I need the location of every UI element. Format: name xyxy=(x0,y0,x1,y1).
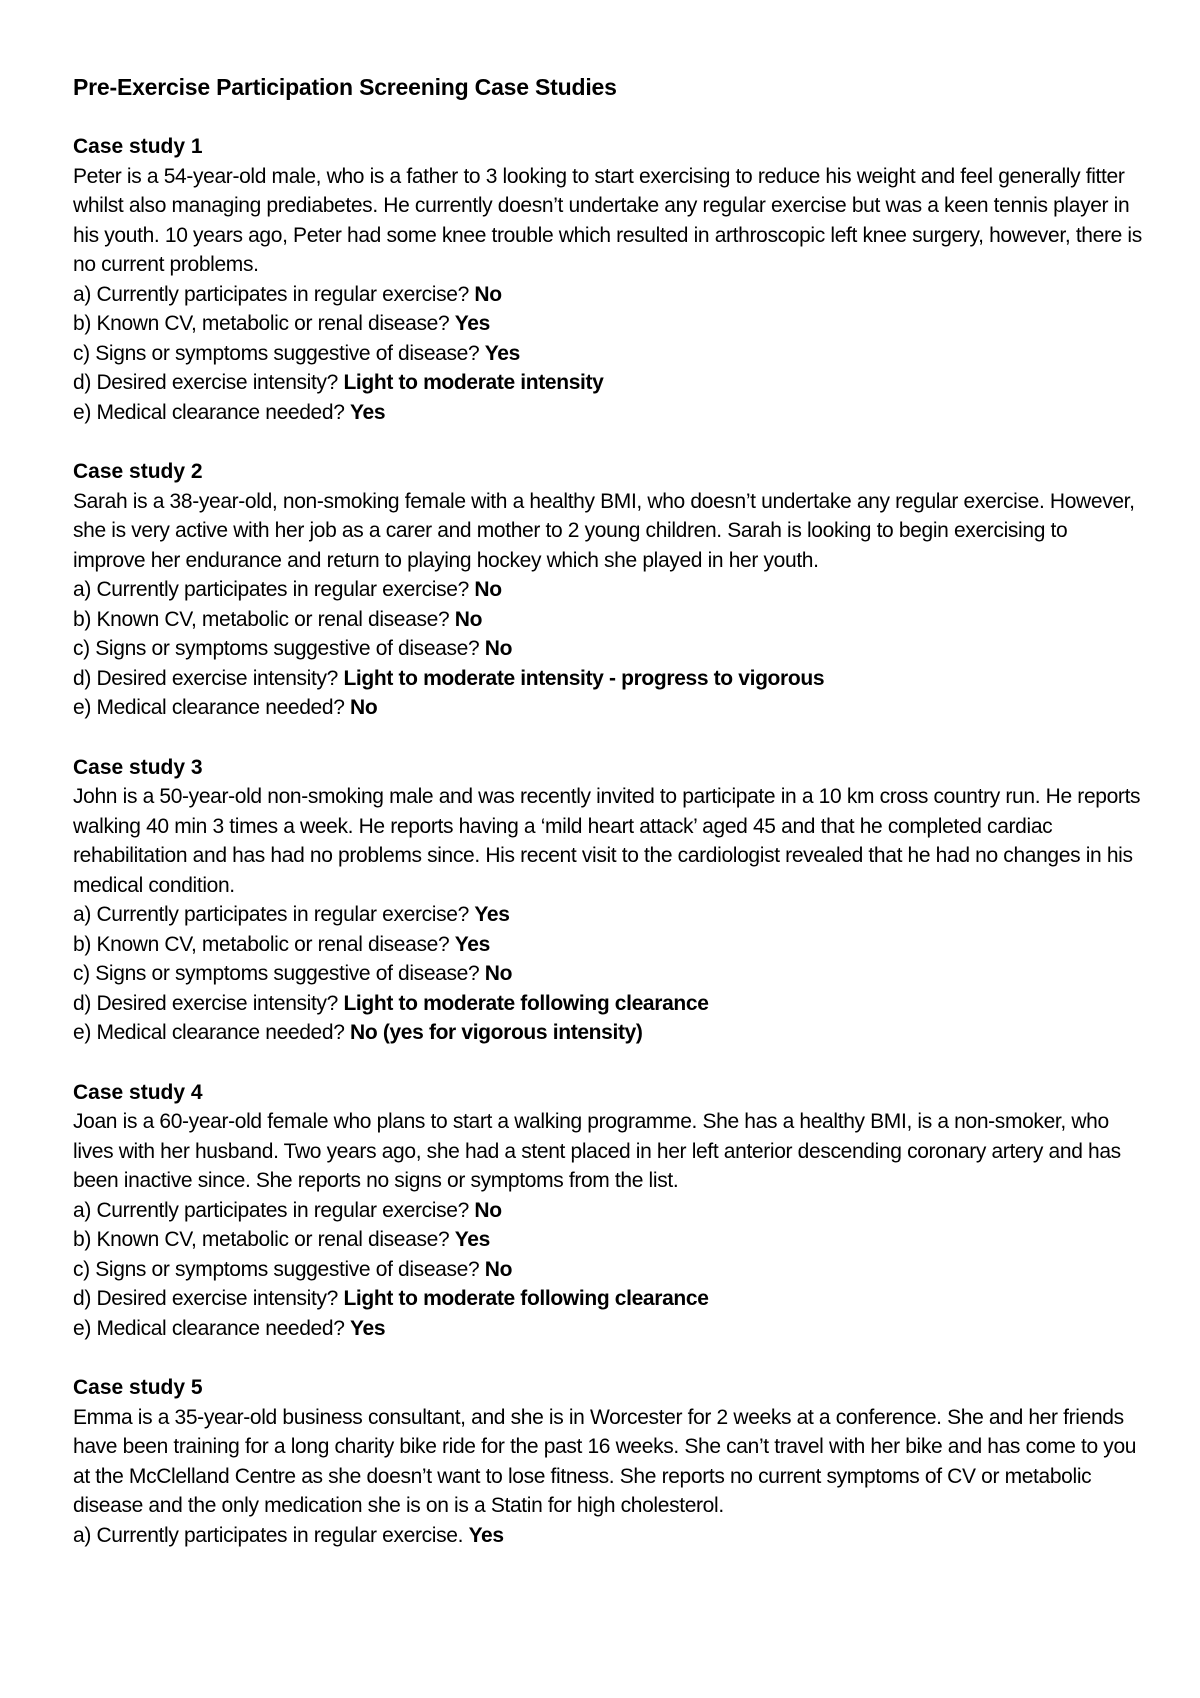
question-row xyxy=(73,398,1143,428)
question-row xyxy=(73,1284,1143,1314)
question-text: d) Desired exercise intensity? xyxy=(73,666,344,690)
question-text: a) Currently participates in regular exercise. xyxy=(73,1523,469,1547)
case-heading: Case study 1 xyxy=(73,135,203,158)
question-text: a) Currently participates in regular exercise? xyxy=(73,903,475,926)
question-row xyxy=(73,1018,1143,1048)
answer-text: Light to moderate following clearance xyxy=(343,1287,709,1310)
question-row xyxy=(73,605,1143,635)
page-title: Pre-Exercise Participation Screening Case Studies xyxy=(73,74,617,100)
question-text: c) Signs or symptoms suggestive of disease? xyxy=(73,962,485,985)
question-text: e) Medical clearance needed? xyxy=(73,696,351,719)
question-row xyxy=(73,930,1143,960)
question-text: a) Currently participates in regular exercise? xyxy=(73,282,475,306)
answer-text: Yes xyxy=(484,341,520,365)
question-text: a) Currently participates in regular exercise? xyxy=(73,1198,475,1222)
question-row xyxy=(73,575,1143,605)
answer-text: No xyxy=(474,282,502,306)
question-row xyxy=(73,280,1143,310)
answer-text: No xyxy=(484,637,513,660)
answer-text: Yes xyxy=(350,1316,386,1340)
case-description: Joan is a 60-year-old female who plans to start a walking programme. She has a healthy BMI, is a non-smoker, who lives with her husband. Two years ago, she had a stent placed in her left anterior descending coronary artery and has been inactive since. She reports no signs or symptoms from the list. xyxy=(73,1110,1121,1192)
document-page xyxy=(73,72,1143,1580)
answer-text: Yes xyxy=(454,312,490,335)
answer-text: Yes xyxy=(474,903,510,926)
case-study-2 xyxy=(73,457,1143,723)
case-description: Sarah is a 38-year-old, non-smoking female with a healthy BMI, who doesn’t undertake any regular exercise. However, she is very active with her job as a carer and mother to 2 young children. Sarah is looking to begin exercising to improve her endurance and return to playing hockey which she played in her youth. xyxy=(73,489,1135,572)
question-text: b) Known CV, metabolic or renal disease? xyxy=(73,932,455,956)
question-row xyxy=(73,1196,1143,1226)
case-heading: Case study 3 xyxy=(73,755,203,779)
question-text: b) Known CV, metabolic or renal disease? xyxy=(73,607,455,631)
question-text: e) Medical clearance needed? xyxy=(73,400,351,424)
question-row xyxy=(73,368,1143,398)
question-row xyxy=(73,634,1143,664)
case-heading: Case study 5 xyxy=(73,1376,203,1399)
answer-text: No (yes for vigorous intensity) xyxy=(350,1021,643,1044)
answer-text: Yes xyxy=(350,400,386,424)
question-row xyxy=(73,1521,1143,1551)
question-text: b) Known CV, metabolic or renal disease? xyxy=(73,312,455,335)
question-row xyxy=(73,693,1143,723)
question-text: d) Desired exercise intensity? xyxy=(73,371,344,394)
answer-text: No xyxy=(484,1257,513,1281)
question-row xyxy=(73,989,1143,1019)
case-heading: Case study 4 xyxy=(73,1080,203,1104)
question-text: a) Currently participates in regular exercise? xyxy=(73,578,475,601)
question-row xyxy=(73,1314,1143,1344)
answer-text: Light to moderate following clearance xyxy=(343,991,709,1015)
question-row xyxy=(73,1255,1143,1285)
case-study-3 xyxy=(73,753,1143,1048)
case-heading: Case study 2 xyxy=(73,460,203,483)
answer-text: Light to moderate intensity - progress to vigorous xyxy=(343,666,825,690)
question-text: d) Desired exercise intensity? xyxy=(73,1287,344,1310)
question-text: c) Signs or symptoms suggestive of disease? xyxy=(73,341,485,365)
case-description: Emma is a 35-year-old business consultant, and she is in Worcester for 2 weeks at a conference. She and her friends have been training for a long charity bike ride for the past 16 weeks. She can’t travel with her bike and has come to you at the McClelland Centre as she doesn’t want to lose fitness. She reports no current symptoms of CV or metabolic disease and the only medication she is on is a Statin for high cholesterol. xyxy=(73,1405,1137,1517)
question-row xyxy=(73,900,1143,930)
answer-text: No xyxy=(484,962,513,985)
answer-text: Light to moderate intensity xyxy=(343,371,604,394)
case-study-4 xyxy=(73,1078,1143,1344)
question-row xyxy=(73,339,1143,369)
question-row xyxy=(73,1225,1143,1255)
question-text: d) Desired exercise intensity? xyxy=(73,991,344,1015)
case-description: Peter is a 54-year-old male, who is a father to 3 looking to start exercising to reduce his weight and feel generally fitter whilst also managing prediabetes. He currently doesn’t undertake any regular exercise but was a keen tennis player in his youth. 10 years ago, Peter had some knee trouble which resulted in arthroscopic left knee surgery, however, there is no current problems. xyxy=(73,164,1142,276)
case-study-5 xyxy=(73,1373,1143,1550)
answer-text: No xyxy=(474,1198,502,1222)
answer-text: Yes xyxy=(468,1523,504,1547)
question-row xyxy=(73,959,1143,989)
question-text: e) Medical clearance needed? xyxy=(73,1021,351,1044)
answer-text: Yes xyxy=(454,932,490,956)
case-description: John is a 50-year-old non-smoking male and was recently invited to participate in a 10 km cross country run. He reports walking 40 min 3 times a week. He reports having a ‘mild heart attack’ aged 45 and that he completed cardiac rehabilitation and has had no problems since. His recent visit to the cardiologist revealed that he had no changes in his medical condition. xyxy=(73,785,1141,897)
case-study-1 xyxy=(73,132,1143,427)
question-text: e) Medical clearance needed? xyxy=(73,1316,351,1340)
question-text: c) Signs or symptoms suggestive of disease? xyxy=(73,637,485,660)
answer-text: No xyxy=(350,696,378,719)
question-text: c) Signs or symptoms suggestive of disease? xyxy=(73,1257,485,1281)
question-row xyxy=(73,309,1143,339)
answer-text: Yes xyxy=(454,1228,490,1251)
question-text: b) Known CV, metabolic or renal disease? xyxy=(73,1228,455,1251)
question-row xyxy=(73,664,1143,694)
answer-text: No xyxy=(454,607,483,631)
answer-text: No xyxy=(474,578,502,601)
